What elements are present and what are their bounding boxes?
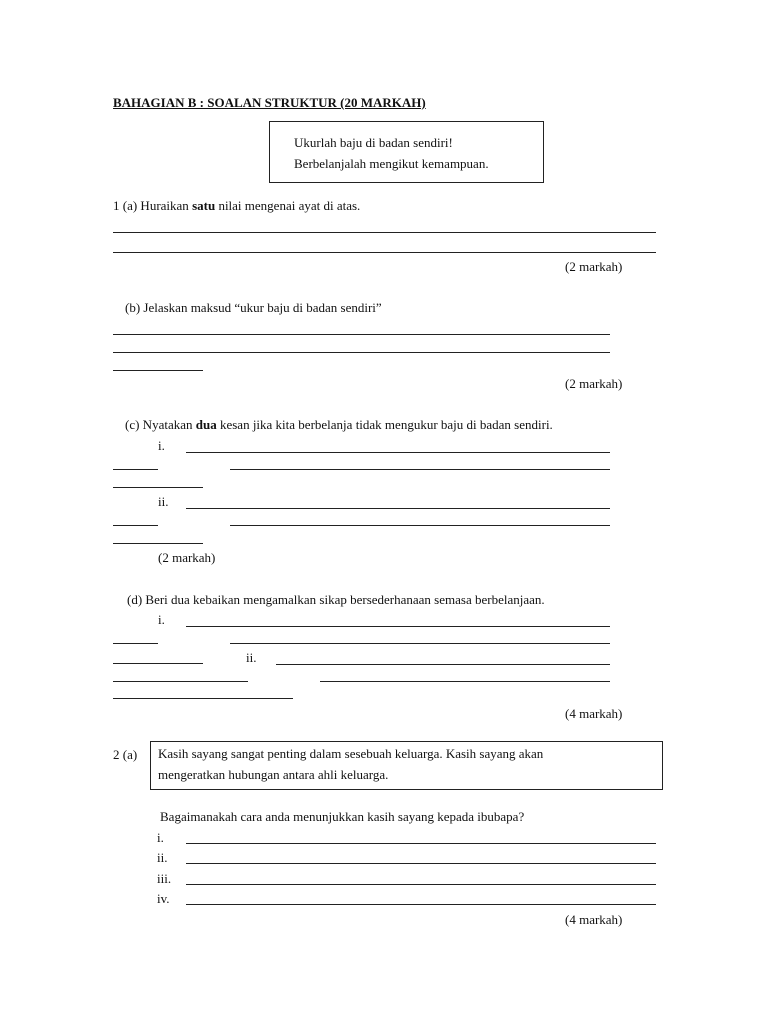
answer-line[interactable] (113, 352, 610, 353)
answer-line[interactable] (320, 681, 610, 682)
answer-line[interactable] (230, 525, 610, 526)
section-heading: BAHAGIAN B : SOALAN STRUKTUR (20 MARKAH) (113, 95, 426, 110)
q2-item-1: i. (157, 830, 164, 845)
q1b-marks: (2 markah) (565, 376, 623, 391)
answer-line[interactable] (113, 698, 293, 699)
answer-line[interactable] (113, 643, 158, 644)
answer-line[interactable] (113, 543, 203, 544)
answer-line[interactable] (113, 487, 203, 488)
q2-item-3: iii. (157, 871, 172, 886)
q2-marks: (4 markah) (565, 912, 623, 927)
answer-line[interactable] (113, 681, 248, 682)
q2-item-2: ii. (157, 850, 168, 865)
q2-item-4: iv. (157, 891, 170, 906)
quote-box (269, 121, 544, 183)
q1c-item-1: i. (158, 438, 165, 453)
answer-line[interactable] (186, 843, 656, 844)
answer-line[interactable] (276, 664, 610, 665)
answer-line[interactable] (186, 884, 656, 885)
answer-line[interactable] (113, 252, 656, 253)
q1c-item-2: ii. (158, 494, 169, 509)
answer-line[interactable] (113, 469, 158, 470)
answer-line[interactable] (113, 370, 203, 371)
q1c-marks: (2 markah) (158, 550, 216, 565)
q1d-question: (d) Beri dua kebaikan mengamalkan sikap bersederhanaan semasa berbelanjaan. (127, 592, 545, 607)
q2-label: 2 (a) (113, 747, 138, 762)
q2-box-line-1: Kasih sayang sangat penting dalam sesebuah keluarga. Kasih sayang akan (158, 746, 544, 761)
answer-line[interactable] (186, 626, 610, 627)
answer-line[interactable] (230, 469, 610, 470)
q2-question: Bagaimanakah cara anda menunjukkan kasih sayang kepada ibubapa? (160, 809, 525, 824)
answer-line[interactable] (186, 508, 610, 509)
q1d-item-2: ii. (246, 650, 257, 665)
answer-line[interactable] (113, 334, 610, 335)
q1d-item-1: i. (158, 612, 165, 627)
q1d-marks: (4 markah) (565, 706, 623, 721)
answer-line[interactable] (113, 232, 656, 233)
answer-line[interactable] (113, 525, 158, 526)
q2-box-line-2: mengeratkan hubungan antara ahli keluarga. (158, 767, 389, 782)
answer-line[interactable] (186, 904, 656, 905)
q1a-question: 1 (a) Huraikan satu nilai mengenai ayat di atas. (113, 198, 361, 213)
q1b-question: (b) Jelaskan maksud “ukur baju di badan sendiri” (125, 300, 382, 315)
answer-line[interactable] (186, 863, 656, 864)
answer-line[interactable] (230, 643, 610, 644)
q1a-marks: (2 markah) (565, 259, 623, 274)
quote-line-2: Berbelanjalah mengikut kemampuan. (294, 156, 489, 171)
answer-line[interactable] (186, 452, 610, 453)
answer-line[interactable] (113, 663, 203, 664)
q1c-question: (c) Nyatakan dua kesan jika kita berbelanja tidak mengukur baju di badan sendiri. (125, 417, 553, 432)
quote-line-1: Ukurlah baju di badan sendiri! (294, 135, 453, 150)
